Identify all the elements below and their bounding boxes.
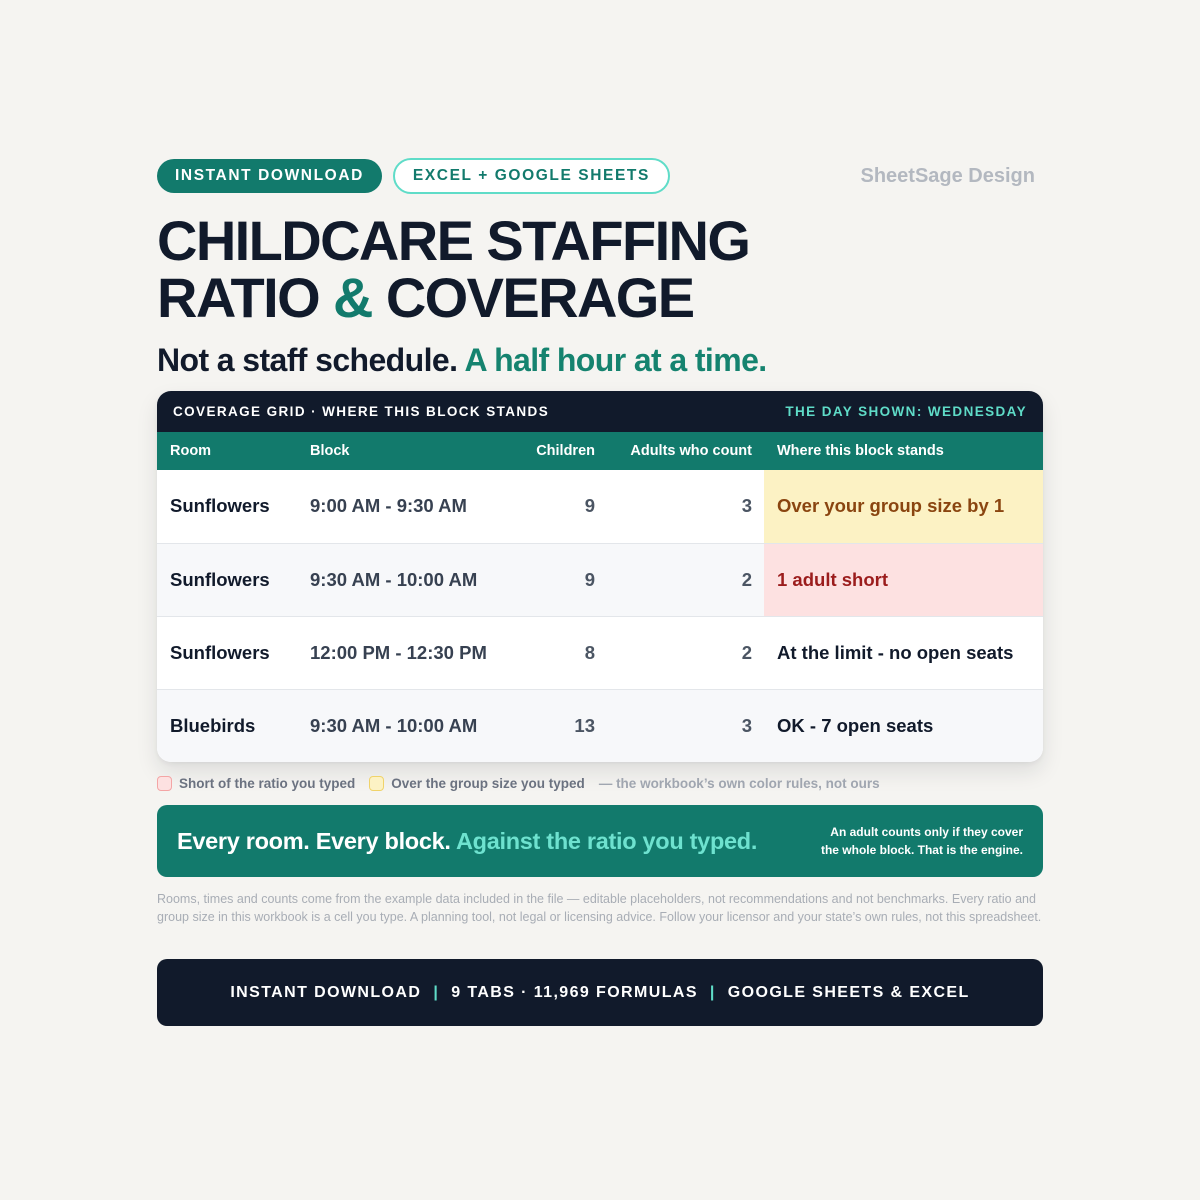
children-cell: 9 (584, 495, 595, 517)
instant-download-badge: INSTANT DOWNLOAD (157, 159, 382, 193)
legend-note: — the workbook’s own color rules, not ours (598, 776, 880, 791)
status-cell: OK - 7 open seats (764, 689, 1043, 762)
engine-note (821, 823, 1023, 859)
table-row (157, 689, 1043, 762)
block-cell: 12:00 PM - 12:30 PM (297, 616, 512, 689)
adults-cell: 2 (607, 616, 764, 689)
format-badge: EXCEL + GOOGLE SHEETS (393, 158, 670, 194)
column-header-adults: Adults who count (607, 432, 764, 470)
title-line-2b: COVERAGE (371, 266, 694, 329)
status-cell-over: Over your group size by 1 (764, 470, 1043, 543)
coverage-grid-title: COVERAGE GRID · WHERE THIS BLOCK STANDS (173, 404, 550, 419)
tagline-accent: Against the ratio you typed. (456, 827, 758, 854)
coverage-grid-header (157, 391, 1043, 432)
legend-over-label: Over the group size you typed (391, 776, 585, 791)
children-cell: 9 (512, 543, 607, 616)
brand-name: SheetSage Design (860, 164, 1035, 187)
tagline-banner (157, 805, 1043, 877)
footer-separator: | (433, 983, 440, 1001)
badge-row (157, 158, 1043, 194)
room-cell: Sunflowers (157, 616, 297, 689)
color-legend (157, 776, 1043, 791)
block-cell: 9:00 AM - 9:30 AM (310, 495, 467, 517)
tagline-plain: Every room. Every block. (177, 827, 456, 854)
adults-cell: 2 (607, 543, 764, 616)
column-header-status: Where this block stands (764, 432, 1043, 470)
coverage-grid (157, 391, 1043, 762)
engine-note-line-2: the whole block. That is the engine. (820, 843, 1023, 857)
status-cell-short: 1 adult short (764, 543, 1043, 616)
table-row (157, 470, 1043, 543)
room-cell: Sunflowers (170, 495, 270, 517)
column-header-children: Children (512, 432, 607, 470)
room-cell: Sunflowers (157, 543, 297, 616)
product-card (157, 158, 1043, 1026)
title-line-1: CHILDCARE STAFFING (157, 209, 750, 272)
table-row (157, 616, 1043, 689)
column-header-room: Room (157, 432, 297, 470)
subtitle-plain: Not a staff schedule. (157, 342, 458, 378)
short-swatch-icon (157, 776, 172, 791)
page-title (157, 209, 1043, 329)
footer-separator: | (709, 983, 716, 1001)
over-swatch-icon (369, 776, 384, 791)
disclaimer-text: Rooms, times and counts come from the example data included in the file — editable placeholders, not recommendations and not benchmarks. Every ratio and group size in this workbook is a cell you type. A planning tool, not legal or licensing advice. Follow your licensor and your state’s own rules, not this spreadsheet. (157, 892, 1042, 924)
adults-cell: 3 (607, 689, 764, 762)
footer-bar (157, 959, 1043, 1026)
children-cell: 8 (512, 616, 607, 689)
footer-platforms: GOOGLE SHEETS & EXCEL (727, 983, 970, 1001)
tagline (177, 828, 757, 855)
column-header-block: Block (297, 432, 512, 470)
footer-download: INSTANT DOWNLOAD (230, 983, 422, 1001)
table-header-row (157, 432, 1043, 470)
block-cell: 9:30 AM - 10:00 AM (297, 543, 512, 616)
adults-cell: 3 (741, 495, 752, 517)
legend-short-label: Short of the ratio you typed (179, 776, 356, 791)
subtitle-accent: A half hour at a time. (464, 342, 767, 378)
subtitle (157, 342, 1043, 379)
title-ampersand: & (333, 266, 372, 329)
footer-tabs-formulas: 9 TABS · 11,969 FORMULAS (451, 983, 698, 1001)
children-cell: 13 (512, 689, 607, 762)
room-cell: Bluebirds (157, 689, 297, 762)
status-cell: At the limit - no open seats (764, 616, 1043, 689)
block-cell: 9:30 AM - 10:00 AM (297, 689, 512, 762)
coverage-table (157, 432, 1043, 762)
table-row (157, 543, 1043, 616)
engine-note-line-1: An adult counts only if they cover (830, 825, 1023, 839)
day-shown-label: THE DAY SHOWN: WEDNESDAY (785, 404, 1027, 419)
title-line-2a: RATIO (157, 266, 334, 329)
